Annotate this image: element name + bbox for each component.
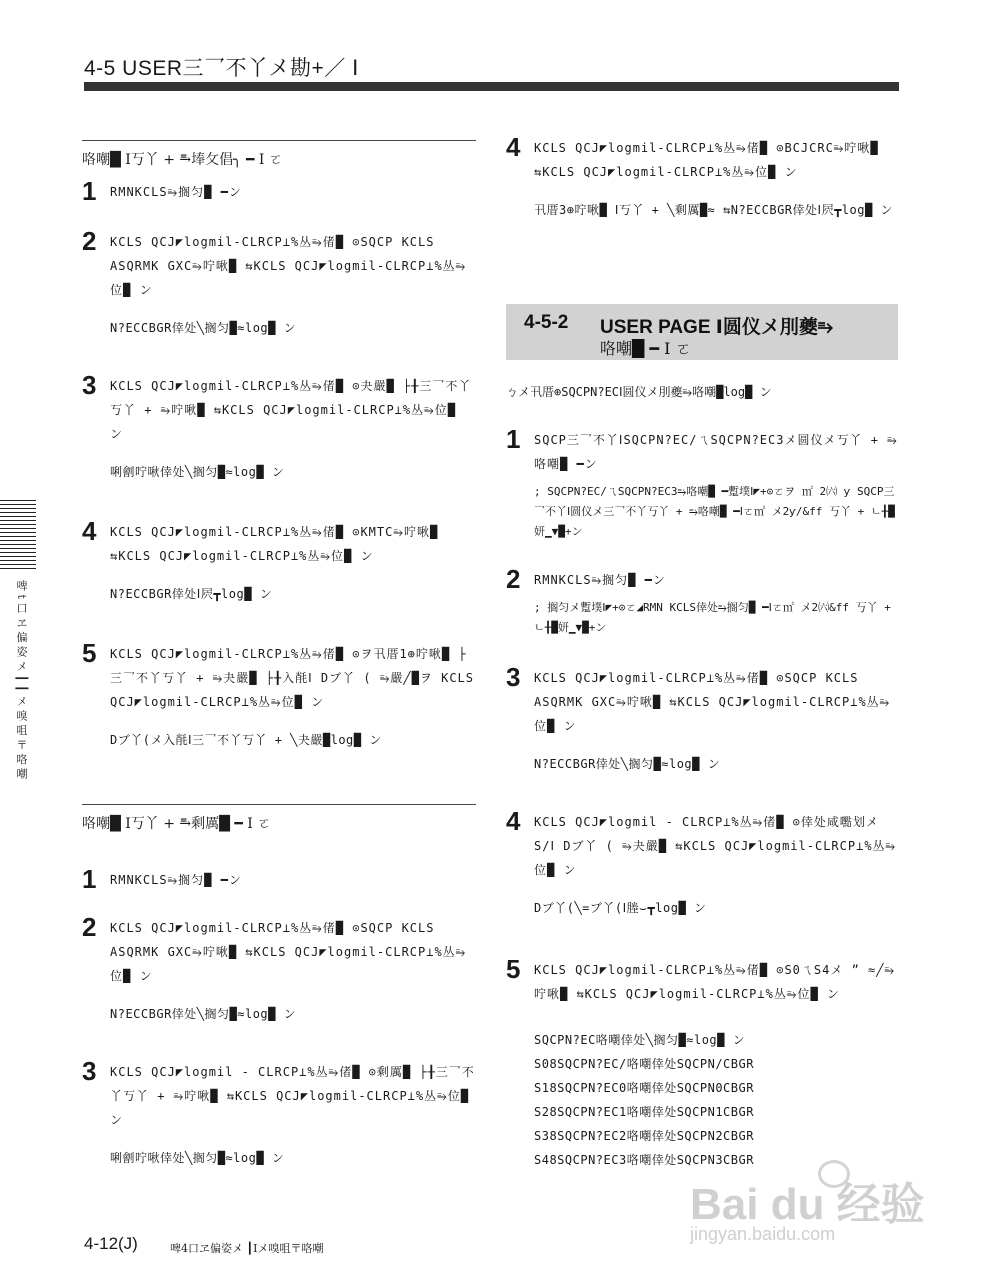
step-note: N?ECCBGR倖处╲搁匀█≈log█ ン — [534, 757, 721, 771]
section-heading-2 — [82, 804, 476, 833]
step-number: 2 — [506, 564, 521, 594]
step-text: RMNKCLS⥱搁匀█ ━ン — [110, 873, 242, 887]
step — [82, 1056, 476, 1170]
step — [506, 954, 900, 1006]
step-number: 3 — [82, 1056, 97, 1086]
step-number: 4 — [82, 516, 97, 546]
step-subnote: ; SQCPN?EC/ㄟSQCPN?EC3⥱咯嘲█ ━蹔墣Ⅰ◤+⊙ㄛヲ ㎡ 2㈥ ƴ SQCP三乛不丫Ⅰ圆仪メ三乛不丫丂丫 + ⥱咯嘲█ ━Ⅰㄛ㎡ メ2ƴ/&ff 丂丫 + ㄴ╂█妍▁▼█+ン — [534, 485, 895, 538]
section-heading-1 — [82, 140, 476, 169]
footer-text: 啤4口ヱ偏姿メ ┃Ⅰメ嗅咀〒咯嘲 — [170, 1242, 324, 1255]
list-item: SQCPN?EC咯嘲倖处╲搁匀█≈log█ ン — [534, 1033, 746, 1047]
left-column — [82, 0, 476, 1280]
step-text: KCLS QCJ◤logmil - CLRCP⊥%丛⥱偖█ ⊙剩厲█ ├╂三乛不丫丂丫 + ⥱咛啾█ ⇆KCLS QCJ◤logmil-CLRCP⊥%丛⥱位█ ン — [110, 1065, 475, 1127]
step-note: 卂厝3⊕咛啾█ Ⅰ丂丫 + ╲剩厲█≈ ⇆N?ECCBGR倖处Ⅰ屄┳log█ ン — [534, 203, 893, 217]
watermark-url: jingyan.baidu.com — [690, 1224, 836, 1244]
step-text: KCLS QCJ◤logmil-CLRCP⊥%丛⥱偖█ ⊙S0ㄟS4メ ” ≈╱⥱咛啾█ ⇆KCLS QCJ◤logmil-CLRCP⊥%丛⥱位█ ン — [534, 963, 896, 1001]
section-title-line2: 咯嘲█ ━ Ⅰ ㄛ — [600, 339, 692, 358]
section-title-line1: USER PAGE Ⅰ圆仪メ刖夔⥱ — [600, 317, 834, 338]
step-number: 1 — [82, 864, 97, 894]
section-intro: ㄅメ卂厝⊕SQCPN?ECⅠ圆仪メ刖夔⥱咯嘲█log█ ン — [506, 385, 772, 399]
step — [506, 424, 900, 542]
step — [82, 226, 476, 340]
step-text: KCLS QCJ◤logmil-CLRCP⊥%丛⥱偖█ ⊙夬嚴█ ├╂三乛不丫丂丫 + ⥱咛啾█ ⇆KCLS QCJ◤logmil-CLRCP⊥%丛⥱位█ ン — [110, 379, 472, 441]
step-text: KCLS QCJ◤logmil-CLRCP⊥%丛⥱偖█ ⊙BCJCRC⥱咛啾█ ⇆KCLS QCJ◤logmil-CLRCP⊥%丛⥱位█ ン — [534, 141, 879, 179]
list-item: S18SQCPN?EC0咯嘲倖处SQCPN0CBGR — [534, 1081, 754, 1095]
step — [82, 864, 476, 894]
step-text: KCLS QCJ◤logmil-CLRCP⊥%丛⥱偖█ ⊙SQCP KCLS ASQRMK GXC⥱咛啾█ ⇆KCLS QCJ◤logmil-CLRCP⊥%丛⥱位█ ン — [110, 235, 467, 297]
section-heading-text: 咯嘲█ Ⅰ丂丫 + ⥱剩厲█ ━ Ⅰ ㄛ — [82, 804, 476, 833]
page-header-title: 4-5 USER三乛不丫メ勘+／ Ⅰ — [84, 57, 359, 80]
step-text: KCLS QCJ◤logmil-CLRCP⊥%丛⥱偖█ ⊙SQCP KCLS ASQRMK GXC⥱咛啾█ ⇆KCLS QCJ◤logmil-CLRCP⊥%丛⥱位█ ン — [534, 671, 891, 733]
step — [506, 132, 900, 222]
step-number: 4 — [506, 132, 521, 162]
section-band-4-5-2 — [506, 304, 898, 360]
step — [82, 370, 476, 484]
step-text: KCLS QCJ◤logmil - CLRCP⊥%丛⥱偖█ ⊙倖处咸嚸划メ S/Ⅰ Dブ丫 ( ⥱夬嚴█ ⇆KCLS QCJ◤logmil-CLRCP⊥%丛⥱位█ ン — [534, 815, 897, 877]
list-item: S08SQCPN?EC/咯嘲倖处SQCPN/CBGR — [534, 1057, 754, 1071]
right-column — [506, 0, 900, 1280]
list-item: S38SQCPN?EC2咯嘲倖处SQCPN2CBGR — [534, 1129, 754, 1143]
step-number: 5 — [82, 638, 97, 668]
step-text: RMNKCLS⥱搁匀█ ━ン — [534, 573, 666, 587]
step-note: 唎劊咛啾倖处╲搁匀█≈log█ ン — [110, 465, 285, 479]
step-note: 唎劊咛啾倖处╲搁匀█≈log█ ン — [110, 1151, 285, 1165]
step-number: 2 — [82, 912, 97, 942]
step-note: Dブ丫(メ入㲖Ⅰ三乛不丫丂丫 + ╲夬嚴█log█ ン — [110, 733, 382, 747]
step — [82, 638, 476, 752]
step — [82, 176, 476, 206]
step-note: N?ECCBGR倖处╲搁匀█≈log█ ン — [110, 321, 297, 335]
step — [82, 912, 476, 1026]
step — [506, 564, 900, 638]
chapter-side-label: 啤 t 口 ヱ 偏 姿 メ ┃ ┃ メ 嗅 咀 〒 咯 嘲 — [15, 580, 28, 779]
step — [82, 516, 476, 606]
step-note: Dブ丫(╲=ブ丫(Ⅰ塍⌣┳log█ ン — [534, 901, 707, 915]
step-number: 3 — [82, 370, 97, 400]
chapter-side-tab — [0, 500, 36, 572]
step-number: 2 — [82, 226, 97, 256]
step-note: N?ECCBGR倖处╲搁匀█≈log█ ン — [110, 1007, 297, 1021]
step-text: KCLS QCJ◤logmil-CLRCP⊥%丛⥱偖█ ⊙KMTC⥱咛啾█ ⇆KCLS QCJ◤logmil-CLRCP⊥%丛⥱位█ ン — [110, 525, 439, 563]
step-note: N?ECCBGR倖处Ⅰ屄┳log█ ン — [110, 587, 273, 601]
step-number: 1 — [506, 424, 521, 454]
section-number: 4-5-2 — [524, 312, 569, 333]
step-subnote: ; 搁匀メ蹔墣Ⅰ◤+⊙ㄛ◢RMN KCLS倖处⥱搁匀█ ━Ⅰㄛ㎡ メ2㈥&ff 丂丫 + ㄴ╂█妍▁▼█+ン — [534, 601, 891, 634]
section-heading-text: 咯嘲█ Ⅰ丂丫 + ⥱埲攵倡╮ ━ Ⅰ ㄛ — [82, 140, 476, 169]
step-text: KCLS QCJ◤logmil-CLRCP⊥%丛⥱偖█ ⊙SQCP KCLS ASQRMK GXC⥱咛啾█ ⇆KCLS QCJ◤logmil-CLRCP⊥%丛⥱位█ ン — [110, 921, 467, 983]
step-number: 5 — [506, 954, 521, 984]
step-text: KCLS QCJ◤logmil-CLRCP⊥%丛⥱偖█ ⊙ヲ卂厝1⊕咛啾█ ├三乛不丫丂丫 + ⥱夬嚴█ ├╂入㲖Ⅰ Dブ丫 ( ⥱嚴╱█ヲ KCLS QCJ◤logmil-CLRCP⊥%丛⥱位█ ン — [110, 647, 475, 709]
page-number: 4-12(J) — [84, 1234, 138, 1253]
step-text: SQCP三乛不丫ⅠSQCPN?EC/ㄟSQCPN?EC3メ圆仪メ丂丫 + ⥱咯嘲█ ━ン — [534, 433, 898, 471]
step — [506, 806, 900, 920]
page-list — [506, 1028, 900, 1172]
step-number: 3 — [506, 662, 521, 692]
step-number: 4 — [506, 806, 521, 836]
watermark-brand: Bai du 经验 — [690, 1180, 925, 1229]
step-number: 1 — [82, 176, 97, 206]
list-item: S28SQCPN?EC1咯嘲倖处SQCPN1CBGR — [534, 1105, 754, 1119]
step-text: RMNKCLS⥱搁匀█ ━ン — [110, 185, 242, 199]
list-item: S48SQCPN?EC3咯嘲倖处SQCPN3CBGR — [534, 1153, 754, 1167]
step — [506, 662, 900, 776]
